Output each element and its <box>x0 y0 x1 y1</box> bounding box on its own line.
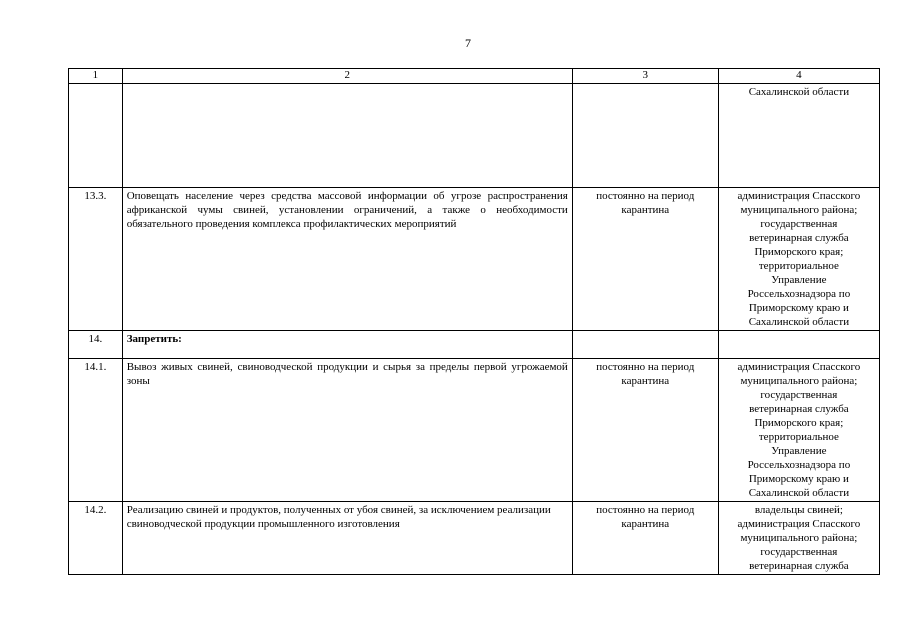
measures-table <box>68 68 880 575</box>
row-number: 13.3. <box>69 188 123 331</box>
column-header-4: 4 <box>718 69 879 84</box>
table-row <box>69 188 880 331</box>
column-header-3: 3 <box>572 69 718 84</box>
table-row <box>69 84 880 188</box>
row-text: Вывоз живых свиней, свиноводческой продукции и сырья за пределы первой угрожаемой зоны <box>122 359 572 502</box>
row-responsible <box>718 331 879 359</box>
table-row <box>69 359 880 502</box>
row-period <box>572 84 718 188</box>
row-number: 14. <box>69 331 123 359</box>
column-header-1: 1 <box>69 69 123 84</box>
page-number: 7 <box>465 36 471 50</box>
row-period <box>572 331 718 359</box>
row-period: постоянно на период карантина <box>572 359 718 502</box>
row-text: Оповещать население через средства массовой информации об угрозе распространения африканской чумы свиней, установлении ограничений, а также о необходимости обязательного проведения комплекса профилактических мероприятий <box>122 188 572 331</box>
row-number <box>69 84 123 188</box>
row-responsible: Сахалинской области <box>718 84 879 188</box>
column-header-2: 2 <box>122 69 572 84</box>
row-responsible: владельцы свиней; администрация Спасского муниципального района; государственная ветеринарная служба <box>718 502 879 575</box>
table-row <box>69 331 880 359</box>
row-period: постоянно на период карантина <box>572 502 718 575</box>
row-text: Запретить: <box>122 331 572 359</box>
row-period: постоянно на период карантина <box>572 188 718 331</box>
table-header-row <box>69 69 880 84</box>
row-text <box>122 84 572 188</box>
row-number: 14.1. <box>69 359 123 502</box>
table-row <box>69 502 880 575</box>
row-responsible: администрация Спасского муниципального района; государственная ветеринарная служба Приморского края; территориальное Управление Россельхознадзора по Приморскому краю и Сахалинской области <box>718 359 879 502</box>
row-number: 14.2. <box>69 502 123 575</box>
row-responsible: администрация Спасского муниципального района; государственная ветеринарная служба Приморского края; территориальное Управление Россельхознадзора по Приморскому краю и Сахалинской области <box>718 188 879 331</box>
row-text: Реализацию свиней и продуктов, полученных от убоя свиней, за исключением реализации свиноводческой продукции промышленного изготовления <box>122 502 572 575</box>
